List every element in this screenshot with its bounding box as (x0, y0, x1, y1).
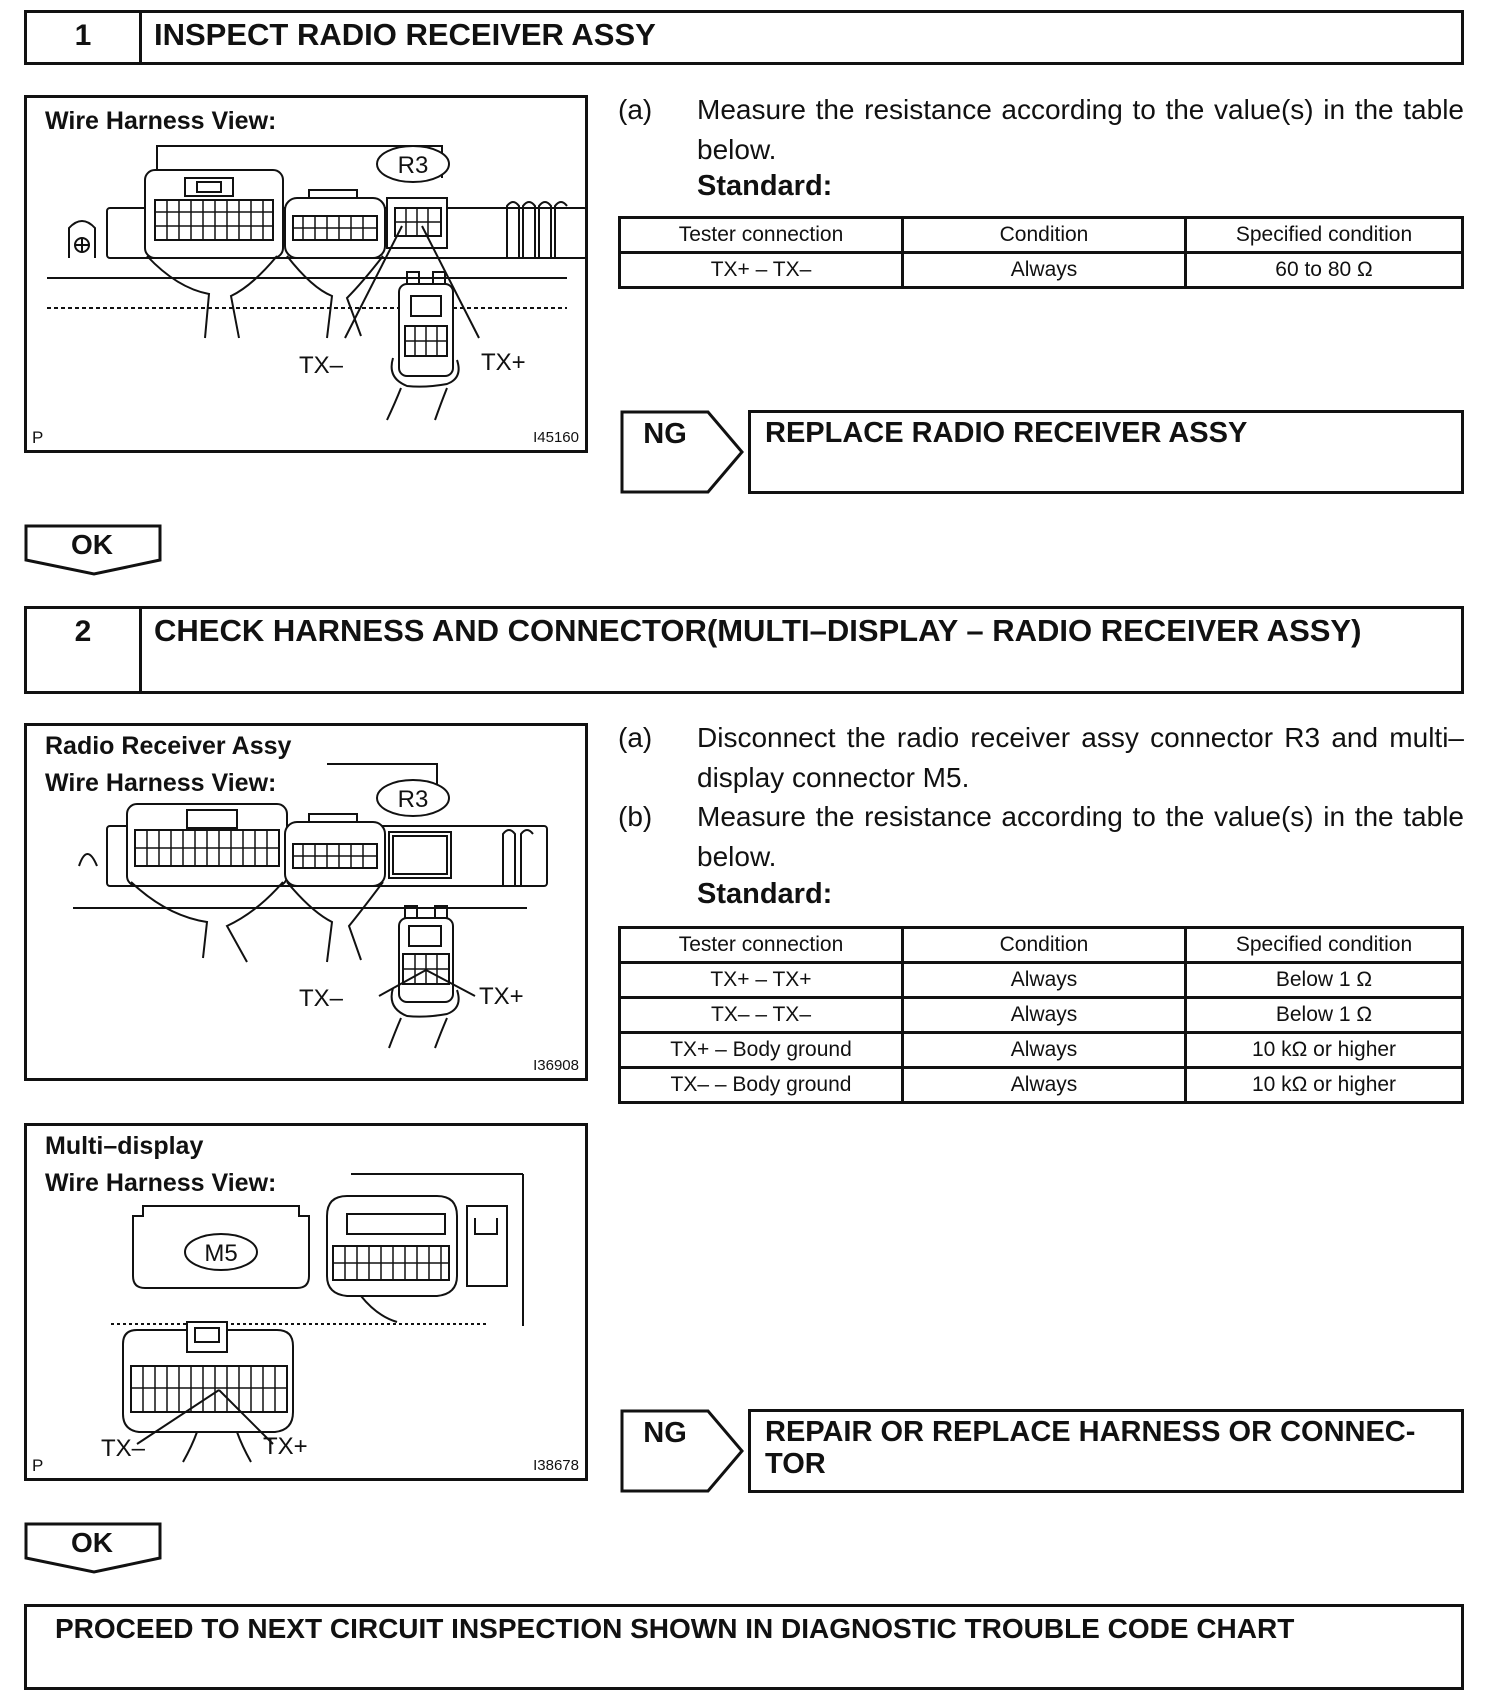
step2-title: CHECK HARNESS AND CONNECTOR(MULTI–DISPLAY – RADIO RECEIVER ASSY) (154, 613, 1362, 648)
step1-ng-tag (620, 410, 746, 494)
header-cell: Tester connection (620, 218, 903, 253)
step2-fig1-tx-minus-label: TX– (299, 985, 344, 1012)
step2-instruction-a-label: (a) (618, 722, 653, 753)
table-cell: TX– – Body ground (620, 1068, 903, 1103)
table-cell: Always (903, 1033, 1186, 1068)
table-row (620, 1068, 1463, 1103)
table-cell: 10 kΩ or higher (1186, 1033, 1463, 1068)
header-cell: Condition (903, 218, 1186, 253)
step1-tx-minus-label: TX– (299, 352, 344, 379)
step2-ok-tag (24, 1522, 164, 1574)
step2-fig2-tx-minus-label: TX– (101, 1435, 146, 1462)
step1-header (24, 10, 1464, 65)
step1-figure-code: I45160 (533, 429, 579, 446)
step2-ng-label: NG (643, 1417, 687, 1449)
table-row (620, 253, 1463, 288)
step1-instruction-a-text: Measure the resistance according to the value(s) in the table below. (697, 94, 1464, 165)
table-header-row (620, 218, 1463, 253)
table-cell: TX+ – Body ground (620, 1033, 903, 1068)
table-header-row (620, 928, 1463, 963)
step1-connector-r3-label: R3 (397, 152, 429, 179)
header-cell: Condition (903, 928, 1186, 963)
step2-number: 2 (27, 609, 142, 691)
table-cell: TX+ – TX– (620, 253, 903, 288)
table-cell: 10 kΩ or higher (1186, 1068, 1463, 1103)
final-action-box: PROCEED TO NEXT CIRCUIT INSPECTION SHOWN IN DIAGNOSTIC TROUBLE CODE CHART (24, 1604, 1464, 1690)
step2-figure1-title-line2: Wire Harness View: (45, 769, 277, 797)
header-cell: Tester connection (620, 928, 903, 963)
step2-header (24, 606, 1464, 694)
table-row (620, 1033, 1463, 1068)
step2-connector-r3-label: R3 (397, 786, 429, 813)
step1-spec-table (618, 216, 1464, 289)
step1-standard-label: Standard: (697, 170, 833, 202)
table-cell: TX+ – TX+ (620, 963, 903, 998)
step2-ng-action-box: REPAIR OR REPLACE HARNESS OR CONNEC- TOR (748, 1409, 1464, 1493)
table-cell: 60 to 80 Ω (1186, 253, 1463, 288)
step1-ng-action-box: REPLACE RADIO RECEIVER ASSY (748, 410, 1464, 494)
table-row (620, 998, 1463, 1033)
step2-figure2-p-mark: P (32, 1456, 44, 1475)
step2-figure2-title-line2: Wire Harness View: (45, 1169, 277, 1197)
step1-ng-label: NG (643, 418, 687, 450)
step2-connector-m5-label: M5 (204, 1240, 238, 1267)
step2-multi-display-figure (24, 1123, 588, 1481)
step2-instruction-a (618, 718, 1464, 798)
step2-spec-table (618, 926, 1464, 1104)
step2-ng-tag (620, 1409, 746, 1493)
step2-radio-receiver-figure (24, 723, 588, 1081)
step2-instruction-b-label: (b) (618, 801, 653, 832)
step2-figure2-title-line1: Multi–display (45, 1132, 204, 1160)
step2-instruction-b (618, 797, 1464, 877)
step1-number: 1 (27, 13, 142, 62)
table-cell: Always (903, 963, 1186, 998)
table-row (620, 963, 1463, 998)
step2-fig2-tx-plus-label: TX+ (263, 1433, 308, 1460)
step2-standard-label: Standard: (697, 878, 833, 910)
step1-title: INSPECT RADIO RECEIVER ASSY (154, 17, 656, 52)
table-cell: Below 1 Ω (1186, 963, 1463, 998)
step2-fig1-tx-plus-label: TX+ (479, 983, 524, 1010)
table-cell: TX– – TX– (620, 998, 903, 1033)
table-cell: Always (903, 1068, 1186, 1103)
step1-figure-p-mark: P (32, 428, 44, 447)
step1-ok-label: OK (71, 529, 113, 560)
table-cell: Below 1 Ω (1186, 998, 1463, 1033)
step1-instruction-a (618, 90, 1464, 170)
step2-ok-label: OK (71, 1527, 113, 1558)
table-cell: Always (903, 998, 1186, 1033)
step1-instruction-a-label: (a) (618, 94, 653, 125)
step1-ok-tag (24, 524, 164, 576)
step2-figure2-code: I38678 (533, 1457, 579, 1474)
table-cell: Always (903, 253, 1186, 288)
step2-figure1-code: I36908 (533, 1057, 579, 1074)
step1-wire-harness-figure (24, 95, 588, 453)
step2-figure1-title-line1: Radio Receiver Assy (45, 732, 292, 760)
step1-figure-title: Wire Harness View: (45, 107, 277, 135)
header-cell: Specified condition (1186, 218, 1463, 253)
step2-instruction-a-text: Disconnect the radio receiver assy connector R3 and multi–display connector M5. (697, 722, 1464, 793)
radio-receiver-connector-illustration (27, 98, 588, 453)
step2-instruction-b-text: Measure the resistance according to the value(s) in the table below. (697, 801, 1464, 872)
step1-tx-plus-label: TX+ (481, 349, 526, 376)
header-cell: Specified condition (1186, 928, 1463, 963)
